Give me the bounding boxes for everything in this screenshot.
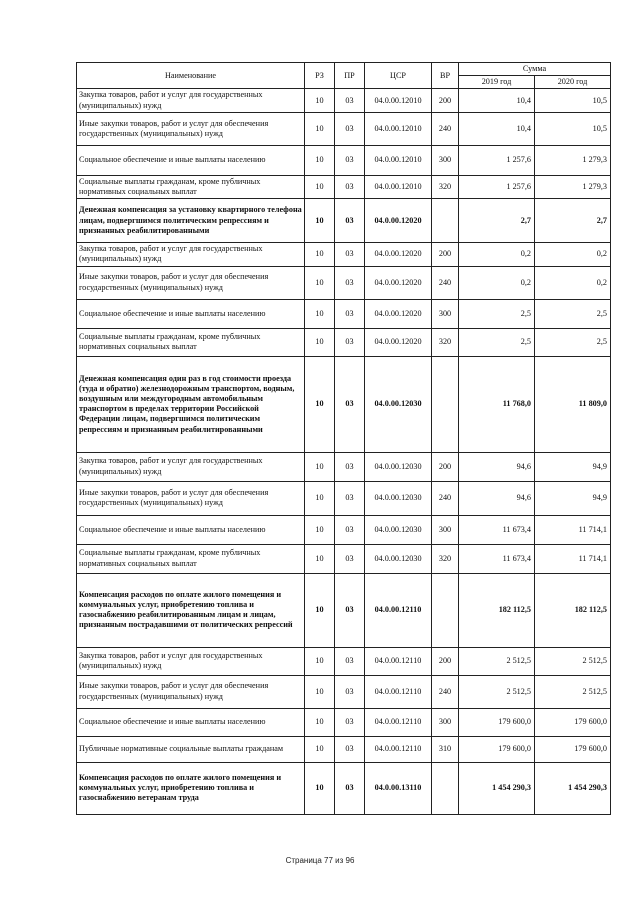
table-row [77,199,611,243]
row-name-cell: Социальное обеспечение и иные выплаты населению [77,299,305,328]
row-pr-cell: 03 [335,243,365,266]
row-pr-cell: 03 [335,199,365,243]
row-2019-cell: 2 512,5 [459,675,535,708]
header-sum: Сумма [459,63,611,76]
table-row [77,481,611,515]
table-row [77,762,611,814]
row-pr-cell: 03 [335,452,365,481]
header-pr: ПР [335,63,365,89]
row-rz-cell: 10 [305,243,335,266]
row-pr-cell: 03 [335,328,365,356]
row-2020-cell: 2 512,5 [535,675,611,708]
row-vr-cell: 300 [432,708,459,736]
row-name-cell: Социальное обеспечение и иные выплаты населению [77,708,305,736]
row-csr-cell: 04.0.00.12010 [365,145,432,175]
row-pr-cell: 03 [335,175,365,198]
row-rz-cell: 10 [305,515,335,544]
row-2019-cell: 10,4 [459,112,535,145]
row-csr-cell: 04.0.00.12110 [365,573,432,647]
row-rz-cell: 10 [305,481,335,515]
header-year-2019: 2019 год [459,76,535,89]
row-pr-cell: 03 [335,299,365,328]
row-name-cell: Социальное обеспечение и иные выплаты населению [77,145,305,175]
row-pr-cell: 03 [335,266,365,299]
row-csr-cell: 04.0.00.12030 [365,544,432,573]
row-pr-cell: 03 [335,112,365,145]
row-rz-cell: 10 [305,708,335,736]
table-row [77,328,611,356]
row-csr-cell: 04.0.00.12010 [365,89,432,112]
table-row [77,243,611,266]
row-2019-cell: 2,5 [459,328,535,356]
table-row [77,175,611,198]
row-pr-cell: 03 [335,675,365,708]
row-2020-cell: 94,9 [535,452,611,481]
table-row [77,736,611,762]
row-pr-cell: 03 [335,89,365,112]
row-name-cell: Иные закупки товаров, работ и услуг для обеспечения государственных (муниципальных) нужд [77,675,305,708]
row-rz-cell: 10 [305,762,335,814]
row-vr-cell [432,762,459,814]
row-rz-cell: 10 [305,89,335,112]
header-year-2020: 2020 год [535,76,611,89]
row-rz-cell: 10 [305,675,335,708]
row-rz-cell: 10 [305,736,335,762]
table-row [77,356,611,452]
row-name-cell: Социальные выплаты гражданам, кроме публичных нормативных социальных выплат [77,328,305,356]
table-row [77,145,611,175]
row-pr-cell: 03 [335,356,365,452]
row-2019-cell: 2 512,5 [459,647,535,675]
row-name-cell: Компенсация расходов по оплате жилого помещения и коммунальных услуг, приобретению топлива и газоснабжению реабилитированным лицам и лицам, признанным пострадавшими от политических репрессий [77,573,305,647]
row-2020-cell: 11 714,1 [535,544,611,573]
row-2019-cell: 11 673,4 [459,515,535,544]
row-vr-cell: 320 [432,328,459,356]
budget-table-container [76,62,610,815]
row-name-cell: Компенсация расходов по оплате жилого помещения и коммунальных услуг, приобретению топлива и газоснабжению ветеранам труда [77,762,305,814]
row-vr-cell [432,573,459,647]
row-rz-cell: 10 [305,452,335,481]
row-name-cell: Закупка товаров, работ и услуг для государственных (муниципальных) нужд [77,243,305,266]
row-rz-cell: 10 [305,199,335,243]
row-2020-cell: 11 714,1 [535,515,611,544]
table-row [77,647,611,675]
row-csr-cell: 04.0.00.12020 [365,199,432,243]
row-pr-cell: 03 [335,481,365,515]
row-rz-cell: 10 [305,328,335,356]
row-2020-cell: 182 112,5 [535,573,611,647]
row-name-cell: Денежная компенсация за установку квартирного телефона лицам, подвергшимся политическим репрессиям и признанных реабилитированными [77,199,305,243]
row-2020-cell: 0,2 [535,266,611,299]
row-vr-cell: 300 [432,145,459,175]
table-row [77,573,611,647]
table-row [77,299,611,328]
row-vr-cell: 240 [432,112,459,145]
row-name-cell: Закупка товаров, работ и услуг для государственных (муниципальных) нужд [77,89,305,112]
row-2019-cell: 11 768,0 [459,356,535,452]
row-2020-cell: 2,7 [535,199,611,243]
row-vr-cell: 310 [432,736,459,762]
row-2019-cell: 94,6 [459,481,535,515]
row-2019-cell: 0,2 [459,243,535,266]
header-vr: ВР [432,63,459,89]
row-pr-cell: 03 [335,515,365,544]
row-rz-cell: 10 [305,356,335,452]
row-vr-cell: 200 [432,647,459,675]
row-name-cell: Социальное обеспечение и иные выплаты населению [77,515,305,544]
row-2020-cell: 1 454 290,3 [535,762,611,814]
row-rz-cell: 10 [305,266,335,299]
row-csr-cell: 04.0.00.12020 [365,328,432,356]
table-row [77,515,611,544]
row-name-cell: Социальные выплаты гражданам, кроме публичных нормативных социальных выплат [77,175,305,198]
row-2019-cell: 10,4 [459,89,535,112]
table-row [77,544,611,573]
row-vr-cell: 300 [432,299,459,328]
row-vr-cell: 240 [432,266,459,299]
row-csr-cell: 04.0.00.12110 [365,647,432,675]
row-csr-cell: 04.0.00.13110 [365,762,432,814]
row-pr-cell: 03 [335,736,365,762]
table-header [77,63,611,89]
row-2019-cell: 94,6 [459,452,535,481]
header-name: Наименование [77,63,305,89]
row-rz-cell: 10 [305,544,335,573]
row-name-cell: Иные закупки товаров, работ и услуг для обеспечения государственных (муниципальных) нужд [77,481,305,515]
row-2019-cell: 1 454 290,3 [459,762,535,814]
row-2019-cell: 2,7 [459,199,535,243]
row-name-cell: Закупка товаров, работ и услуг для государственных (муниципальных) нужд [77,647,305,675]
row-csr-cell: 04.0.00.12110 [365,708,432,736]
row-2019-cell: 179 600,0 [459,708,535,736]
table-body [77,89,611,814]
header-rz: РЗ [305,63,335,89]
row-2019-cell: 1 257,6 [459,145,535,175]
row-2019-cell: 0,2 [459,266,535,299]
row-2020-cell: 11 809,0 [535,356,611,452]
row-pr-cell: 03 [335,647,365,675]
row-2020-cell: 2 512,5 [535,647,611,675]
row-pr-cell: 03 [335,708,365,736]
row-csr-cell: 04.0.00.12020 [365,266,432,299]
row-csr-cell: 04.0.00.12020 [365,299,432,328]
row-2020-cell: 2,5 [535,328,611,356]
row-pr-cell: 03 [335,573,365,647]
row-pr-cell: 03 [335,145,365,175]
row-name-cell: Денежная компенсация один раз в год стоимости проезда (туда и обратно) железнодорожным транспортом, водным, воздушным или междугородным автомобильным транспортом в пределах территории Российской Федерации лицам, подвергшимся политическим репрессиям и признанным реабилитированными [77,356,305,452]
row-2020-cell: 179 600,0 [535,736,611,762]
row-csr-cell: 04.0.00.12020 [365,243,432,266]
row-name-cell: Иные закупки товаров, работ и услуг для обеспечения государственных (муниципальных) нужд [77,112,305,145]
table-row [77,708,611,736]
row-vr-cell: 240 [432,481,459,515]
row-rz-cell: 10 [305,573,335,647]
row-2020-cell: 179 600,0 [535,708,611,736]
row-rz-cell: 10 [305,145,335,175]
row-2020-cell: 1 279,3 [535,175,611,198]
row-pr-cell: 03 [335,762,365,814]
row-rz-cell: 10 [305,299,335,328]
row-name-cell: Закупка товаров, работ и услуг для государственных (муниципальных) нужд [77,452,305,481]
table-row [77,452,611,481]
row-2019-cell: 1 257,6 [459,175,535,198]
budget-table [76,62,611,815]
table-row [77,675,611,708]
row-csr-cell: 04.0.00.12010 [365,112,432,145]
row-vr-cell: 200 [432,89,459,112]
row-vr-cell [432,199,459,243]
row-2020-cell: 10,5 [535,112,611,145]
row-2020-cell: 10,5 [535,89,611,112]
page-footer: Страница 77 из 96 [285,856,355,865]
row-rz-cell: 10 [305,175,335,198]
row-vr-cell: 320 [432,544,459,573]
row-rz-cell: 10 [305,112,335,145]
row-vr-cell: 320 [432,175,459,198]
row-2020-cell: 2,5 [535,299,611,328]
row-2020-cell: 94,9 [535,481,611,515]
row-name-cell: Иные закупки товаров, работ и услуг для обеспечения государственных (муниципальных) нужд [77,266,305,299]
row-csr-cell: 04.0.00.12030 [365,452,432,481]
row-csr-cell: 04.0.00.12030 [365,481,432,515]
table-row [77,112,611,145]
row-vr-cell: 200 [432,452,459,481]
row-2019-cell: 2,5 [459,299,535,328]
row-name-cell: Публичные нормативные социальные выплаты гражданам [77,736,305,762]
row-csr-cell: 04.0.00.12010 [365,175,432,198]
row-vr-cell: 300 [432,515,459,544]
table-row [77,266,611,299]
row-vr-cell: 200 [432,243,459,266]
row-csr-cell: 04.0.00.12030 [365,356,432,452]
row-vr-cell: 240 [432,675,459,708]
header-csr: ЦСР [365,63,432,89]
row-csr-cell: 04.0.00.12110 [365,736,432,762]
row-2020-cell: 1 279,3 [535,145,611,175]
row-vr-cell [432,356,459,452]
row-csr-cell: 04.0.00.12110 [365,675,432,708]
row-2020-cell: 0,2 [535,243,611,266]
row-pr-cell: 03 [335,544,365,573]
row-csr-cell: 04.0.00.12030 [365,515,432,544]
row-2019-cell: 179 600,0 [459,736,535,762]
row-2019-cell: 182 112,5 [459,573,535,647]
row-name-cell: Социальные выплаты гражданам, кроме публичных нормативных социальных выплат [77,544,305,573]
table-row [77,89,611,112]
row-2019-cell: 11 673,4 [459,544,535,573]
row-rz-cell: 10 [305,647,335,675]
